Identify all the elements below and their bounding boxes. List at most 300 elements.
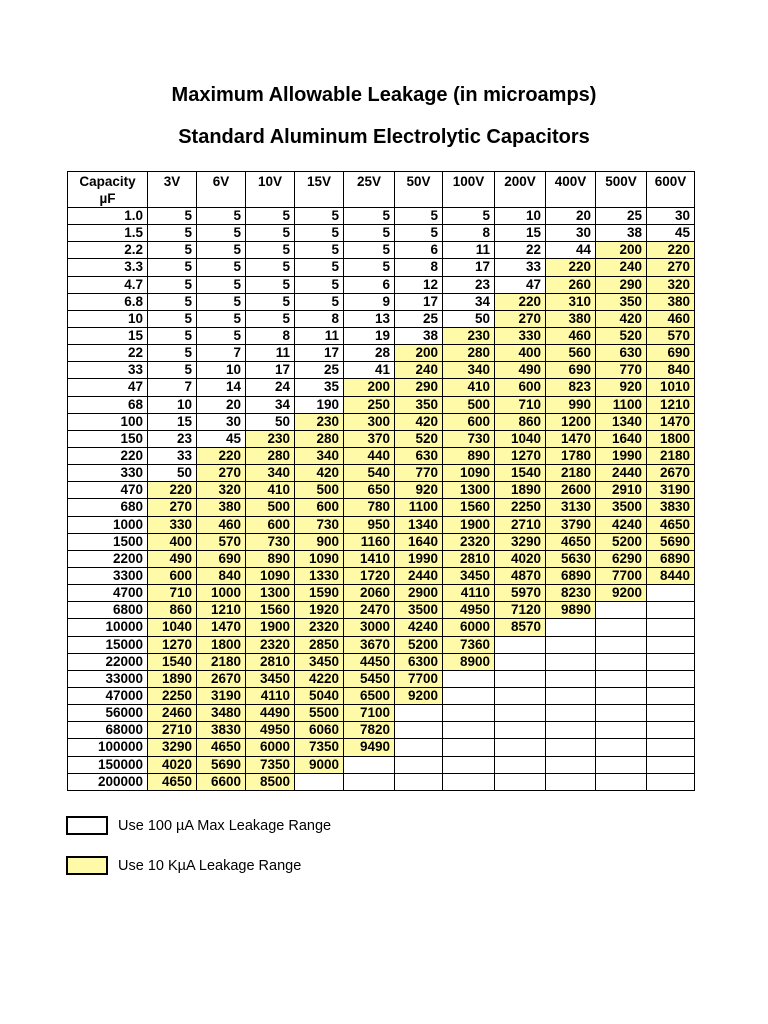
leakage-cell: 1990 bbox=[395, 550, 443, 567]
voltage-header: 400V bbox=[546, 172, 596, 208]
leakage-cell: 1890 bbox=[148, 670, 197, 687]
leakage-cell: 7 bbox=[197, 345, 246, 362]
leakage-cell bbox=[647, 636, 695, 653]
voltage-header: 50V bbox=[395, 172, 443, 208]
leakage-cell: 8 bbox=[295, 310, 344, 327]
leakage-cell bbox=[596, 653, 647, 670]
leakage-cell: 1640 bbox=[596, 430, 647, 447]
leakage-cell: 1340 bbox=[596, 413, 647, 430]
leakage-cell: 25 bbox=[395, 310, 443, 327]
leakage-cell: 3190 bbox=[647, 482, 695, 499]
leakage-cell: 38 bbox=[395, 327, 443, 344]
leakage-cell: 6300 bbox=[395, 653, 443, 670]
leakage-cell: 3670 bbox=[344, 636, 395, 653]
capacity-cell: 220 bbox=[68, 447, 148, 464]
leakage-cell: 7350 bbox=[295, 739, 344, 756]
leakage-cell: 5040 bbox=[295, 687, 344, 704]
leakage-cell bbox=[647, 670, 695, 687]
leakage-cell: 540 bbox=[344, 465, 395, 482]
leakage-cell: 5 bbox=[148, 208, 197, 225]
leakage-cell: 5 bbox=[295, 293, 344, 310]
leakage-cell: 20 bbox=[197, 396, 246, 413]
leakage-cell: 7 bbox=[148, 379, 197, 396]
leakage-cell: 2470 bbox=[344, 602, 395, 619]
leakage-cell bbox=[495, 773, 546, 790]
leakage-cell: 1560 bbox=[246, 602, 295, 619]
leakage-cell bbox=[647, 773, 695, 790]
leakage-cell bbox=[596, 687, 647, 704]
leakage-cell: 5 bbox=[148, 362, 197, 379]
capacity-cell: 470 bbox=[68, 482, 148, 499]
leakage-cell: 3000 bbox=[344, 619, 395, 636]
leakage-cell: 17 bbox=[246, 362, 295, 379]
leakage-cell: 860 bbox=[495, 413, 546, 430]
table-row bbox=[68, 585, 695, 602]
leakage-cell: 33 bbox=[495, 259, 546, 276]
leakage-cell: 5 bbox=[197, 225, 246, 242]
leakage-cell: 23 bbox=[148, 430, 197, 447]
leakage-cell: 340 bbox=[443, 362, 495, 379]
leakage-cell bbox=[647, 653, 695, 670]
leakage-cell: 230 bbox=[295, 413, 344, 430]
leakage-cell: 1300 bbox=[246, 585, 295, 602]
table-row bbox=[68, 533, 695, 550]
leakage-cell: 250 bbox=[344, 396, 395, 413]
leakage-cell: 4650 bbox=[148, 773, 197, 790]
leakage-cell: 270 bbox=[197, 465, 246, 482]
table-row bbox=[68, 687, 695, 704]
leakage-cell bbox=[596, 739, 647, 756]
leakage-cell: 2670 bbox=[197, 670, 246, 687]
capacity-cell: 150000 bbox=[68, 756, 148, 773]
leakage-cell bbox=[344, 756, 395, 773]
capacity-cell: 15000 bbox=[68, 636, 148, 653]
leakage-cell: 190 bbox=[295, 396, 344, 413]
leakage-cell: 5 bbox=[395, 225, 443, 242]
capacity-cell: 1000 bbox=[68, 516, 148, 533]
leakage-cell: 4020 bbox=[495, 550, 546, 567]
leakage-cell: 7350 bbox=[246, 756, 295, 773]
leakage-cell: 520 bbox=[596, 327, 647, 344]
leakage-cell: 460 bbox=[197, 516, 246, 533]
leakage-cell: 10 bbox=[197, 362, 246, 379]
leakage-cell: 1200 bbox=[546, 413, 596, 430]
leakage-cell: 25 bbox=[295, 362, 344, 379]
leakage-cell: 370 bbox=[344, 430, 395, 447]
leakage-cell: 5 bbox=[197, 327, 246, 344]
leakage-cell: 1210 bbox=[197, 602, 246, 619]
leakage-cell: 3830 bbox=[647, 499, 695, 516]
leakage-cell: 1720 bbox=[344, 567, 395, 584]
leakage-cell: 950 bbox=[344, 516, 395, 533]
capacity-header-line1: Capacity bbox=[79, 174, 136, 189]
leakage-cell: 7100 bbox=[344, 705, 395, 722]
table-row bbox=[68, 345, 695, 362]
leakage-cell: 400 bbox=[148, 533, 197, 550]
leakage-cell: 5 bbox=[148, 276, 197, 293]
leakage-cell: 1340 bbox=[395, 516, 443, 533]
leakage-cell: 2710 bbox=[148, 722, 197, 739]
leakage-cell bbox=[344, 773, 395, 790]
leakage-cell: 5 bbox=[197, 276, 246, 293]
leakage-cell bbox=[596, 722, 647, 739]
leakage-cell: 410 bbox=[443, 379, 495, 396]
leakage-cell: 4650 bbox=[647, 516, 695, 533]
legend-white-swatch bbox=[66, 816, 108, 835]
leakage-cell: 1040 bbox=[495, 430, 546, 447]
table-row bbox=[68, 447, 695, 464]
table-row bbox=[68, 327, 695, 344]
leakage-cell: 600 bbox=[148, 567, 197, 584]
leakage-cell: 23 bbox=[443, 276, 495, 293]
table-row bbox=[68, 739, 695, 756]
leakage-cell: 28 bbox=[344, 345, 395, 362]
leakage-cell: 600 bbox=[443, 413, 495, 430]
capacity-cell: 330 bbox=[68, 465, 148, 482]
capacity-cell: 2.2 bbox=[68, 242, 148, 259]
leakage-cell: 570 bbox=[197, 533, 246, 550]
leakage-cell: 3500 bbox=[395, 602, 443, 619]
table-row bbox=[68, 773, 695, 790]
leakage-cell: 560 bbox=[546, 345, 596, 362]
leakage-cell: 24 bbox=[246, 379, 295, 396]
leakage-cell: 5 bbox=[295, 225, 344, 242]
capacity-cell: 1.0 bbox=[68, 208, 148, 225]
leakage-cell bbox=[596, 670, 647, 687]
leakage-cell: 5 bbox=[148, 225, 197, 242]
leakage-cell: 1330 bbox=[295, 567, 344, 584]
leakage-cell bbox=[443, 722, 495, 739]
leakage-cell: 6 bbox=[395, 242, 443, 259]
capacity-cell: 6.8 bbox=[68, 293, 148, 310]
capacity-cell: 200000 bbox=[68, 773, 148, 790]
leakage-cell: 3450 bbox=[295, 653, 344, 670]
leakage-cell: 690 bbox=[647, 345, 695, 362]
capacity-cell: 1.5 bbox=[68, 225, 148, 242]
voltage-header: 10V bbox=[246, 172, 295, 208]
leakage-cell bbox=[495, 756, 546, 773]
leakage-cell: 840 bbox=[197, 567, 246, 584]
leakage-cell: 780 bbox=[344, 499, 395, 516]
leakage-cell bbox=[395, 722, 443, 739]
leakage-cell: 1090 bbox=[295, 550, 344, 567]
capacity-cell: 100000 bbox=[68, 739, 148, 756]
leakage-cell: 460 bbox=[647, 310, 695, 327]
leakage-cell: 1540 bbox=[495, 465, 546, 482]
table-row bbox=[68, 516, 695, 533]
leakage-cell: 420 bbox=[295, 465, 344, 482]
leakage-cell: 8 bbox=[395, 259, 443, 276]
leakage-cell: 2810 bbox=[246, 653, 295, 670]
leakage-cell: 1540 bbox=[148, 653, 197, 670]
leakage-cell bbox=[596, 756, 647, 773]
leakage-cell: 2060 bbox=[344, 585, 395, 602]
leakage-cell: 3130 bbox=[546, 499, 596, 516]
leakage-cell bbox=[395, 773, 443, 790]
voltage-header: 6V bbox=[197, 172, 246, 208]
leakage-cell: 4450 bbox=[344, 653, 395, 670]
capacity-cell: 22000 bbox=[68, 653, 148, 670]
leakage-cell bbox=[395, 705, 443, 722]
leakage-cell: 9000 bbox=[295, 756, 344, 773]
leakage-cell: 1900 bbox=[246, 619, 295, 636]
leakage-cell: 1640 bbox=[395, 533, 443, 550]
leakage-cell: 4650 bbox=[546, 533, 596, 550]
leakage-cell: 5 bbox=[443, 208, 495, 225]
leakage-cell: 4020 bbox=[148, 756, 197, 773]
leakage-cell: 920 bbox=[395, 482, 443, 499]
leakage-cell bbox=[596, 619, 647, 636]
leakage-cell: 5500 bbox=[295, 705, 344, 722]
leakage-cell: 41 bbox=[344, 362, 395, 379]
capacity-cell: 47 bbox=[68, 379, 148, 396]
legend-white-label: Use 100 µA Max Leakage Range bbox=[118, 818, 332, 834]
leakage-cell bbox=[443, 705, 495, 722]
table-row bbox=[68, 259, 695, 276]
leakage-cell: 2460 bbox=[148, 705, 197, 722]
table-row bbox=[68, 670, 695, 687]
leakage-cell: 630 bbox=[395, 447, 443, 464]
leakage-cell: 1010 bbox=[647, 379, 695, 396]
leakage-cell: 6000 bbox=[443, 619, 495, 636]
leakage-cell: 30 bbox=[197, 413, 246, 430]
leakage-cell: 2250 bbox=[148, 687, 197, 704]
leakage-cell: 5 bbox=[148, 242, 197, 259]
leakage-cell: 290 bbox=[596, 276, 647, 293]
leakage-cell bbox=[546, 687, 596, 704]
table-row bbox=[68, 413, 695, 430]
leakage-cell: 2180 bbox=[647, 447, 695, 464]
leakage-cell: 350 bbox=[596, 293, 647, 310]
leakage-cell: 1000 bbox=[197, 585, 246, 602]
leakage-cell: 5 bbox=[197, 242, 246, 259]
leakage-cell: 4240 bbox=[596, 516, 647, 533]
leakage-cell: 25 bbox=[596, 208, 647, 225]
table-row bbox=[68, 499, 695, 516]
leakage-cell: 1800 bbox=[647, 430, 695, 447]
leakage-cell: 8900 bbox=[443, 653, 495, 670]
leakage-cell bbox=[647, 602, 695, 619]
leakage-cell: 270 bbox=[495, 310, 546, 327]
leakage-cell: 570 bbox=[647, 327, 695, 344]
leakage-cell: 500 bbox=[246, 499, 295, 516]
leakage-cell bbox=[546, 722, 596, 739]
leakage-cell: 520 bbox=[395, 430, 443, 447]
leakage-cell: 5 bbox=[395, 208, 443, 225]
leakage-cell bbox=[596, 705, 647, 722]
leakage-cell: 5 bbox=[295, 208, 344, 225]
leakage-cell bbox=[546, 773, 596, 790]
leakage-cell: 6 bbox=[344, 276, 395, 293]
leakage-cell: 240 bbox=[596, 259, 647, 276]
leakage-cell: 12 bbox=[395, 276, 443, 293]
leakage-cell: 5 bbox=[295, 259, 344, 276]
leakage-cell: 380 bbox=[647, 293, 695, 310]
leakage-cell bbox=[596, 602, 647, 619]
leakage-cell bbox=[647, 585, 695, 602]
leakage-cell: 823 bbox=[546, 379, 596, 396]
leakage-cell bbox=[495, 636, 546, 653]
leakage-cell: 2710 bbox=[495, 516, 546, 533]
leakage-cell: 500 bbox=[295, 482, 344, 499]
leakage-cell: 840 bbox=[647, 362, 695, 379]
leakage-cell: 33 bbox=[148, 447, 197, 464]
leakage-cell: 5 bbox=[197, 310, 246, 327]
capacity-header-unit: µF bbox=[99, 191, 116, 206]
leakage-cell: 47 bbox=[495, 276, 546, 293]
table-row bbox=[68, 636, 695, 653]
leakage-cell: 1470 bbox=[197, 619, 246, 636]
page-title: Maximum Allowable Leakage (in microamps) bbox=[171, 84, 597, 106]
leakage-cell: 400 bbox=[495, 345, 546, 362]
leakage-cell: 10 bbox=[148, 396, 197, 413]
leakage-cell bbox=[443, 773, 495, 790]
leakage-cell: 330 bbox=[148, 516, 197, 533]
capacity-cell: 22 bbox=[68, 345, 148, 362]
capacity-cell: 100 bbox=[68, 413, 148, 430]
leakage-cell: 5 bbox=[246, 310, 295, 327]
leakage-cell: 500 bbox=[443, 396, 495, 413]
leakage-cell bbox=[443, 670, 495, 687]
table-header-row bbox=[68, 172, 695, 208]
leakage-cell: 600 bbox=[495, 379, 546, 396]
leakage-cell: 3790 bbox=[546, 516, 596, 533]
leakage-cell: 1090 bbox=[246, 567, 295, 584]
leakage-cell: 4650 bbox=[197, 739, 246, 756]
leakage-cell: 5200 bbox=[395, 636, 443, 653]
leakage-cell: 710 bbox=[148, 585, 197, 602]
table-row bbox=[68, 550, 695, 567]
leakage-cell: 22 bbox=[495, 242, 546, 259]
leakage-cell: 8230 bbox=[546, 585, 596, 602]
leakage-cell: 30 bbox=[546, 225, 596, 242]
leakage-cell bbox=[395, 739, 443, 756]
capacity-cell: 3300 bbox=[68, 567, 148, 584]
leakage-cell: 770 bbox=[596, 362, 647, 379]
leakage-cell: 15 bbox=[148, 413, 197, 430]
leakage-cell bbox=[295, 773, 344, 790]
leakage-cell: 4870 bbox=[495, 567, 546, 584]
leakage-cell: 2910 bbox=[596, 482, 647, 499]
leakage-cell: 5970 bbox=[495, 585, 546, 602]
leakage-cell: 5 bbox=[197, 259, 246, 276]
leakage-cell: 220 bbox=[197, 447, 246, 464]
leakage-cell: 1890 bbox=[495, 482, 546, 499]
leakage-cell: 20 bbox=[546, 208, 596, 225]
leakage-cell: 990 bbox=[546, 396, 596, 413]
leakage-cell: 320 bbox=[647, 276, 695, 293]
table-row bbox=[68, 602, 695, 619]
leakage-cell: 5 bbox=[197, 208, 246, 225]
leakage-cell: 5 bbox=[344, 259, 395, 276]
leakage-cell: 6600 bbox=[197, 773, 246, 790]
capacity-cell: 33 bbox=[68, 362, 148, 379]
leakage-cell: 9490 bbox=[344, 739, 395, 756]
leakage-cell: 15 bbox=[495, 225, 546, 242]
leakage-cell: 5690 bbox=[647, 533, 695, 550]
leakage-cell bbox=[495, 722, 546, 739]
leakage-cell: 1270 bbox=[495, 447, 546, 464]
leakage-cell: 5630 bbox=[546, 550, 596, 567]
leakage-cell: 220 bbox=[647, 242, 695, 259]
table-row bbox=[68, 619, 695, 636]
leakage-cell: 280 bbox=[295, 430, 344, 447]
table-row bbox=[68, 362, 695, 379]
leakage-cell bbox=[495, 739, 546, 756]
leakage-cell: 630 bbox=[596, 345, 647, 362]
leakage-cell: 600 bbox=[295, 499, 344, 516]
leakage-cell: 1990 bbox=[596, 447, 647, 464]
voltage-header: 25V bbox=[344, 172, 395, 208]
legend-yellow-label: Use 10 KµA Leakage Range bbox=[118, 858, 302, 874]
leakage-cell: 3290 bbox=[495, 533, 546, 550]
leakage-cell: 220 bbox=[495, 293, 546, 310]
leakage-cell: 5 bbox=[246, 293, 295, 310]
leakage-cell: 1470 bbox=[546, 430, 596, 447]
leakage-cell: 3450 bbox=[443, 567, 495, 584]
table-row bbox=[68, 465, 695, 482]
leakage-cell: 6060 bbox=[295, 722, 344, 739]
leakage-cell: 5 bbox=[246, 225, 295, 242]
page-subtitle: Standard Aluminum Electrolytic Capacitors bbox=[178, 126, 590, 148]
leakage-cell: 8 bbox=[246, 327, 295, 344]
leakage-cell: 7820 bbox=[344, 722, 395, 739]
leakage-cell: 17 bbox=[395, 293, 443, 310]
table-row bbox=[68, 756, 695, 773]
leakage-cell: 490 bbox=[495, 362, 546, 379]
leakage-cell: 1300 bbox=[443, 482, 495, 499]
leakage-cell: 2440 bbox=[596, 465, 647, 482]
leakage-cell: 34 bbox=[443, 293, 495, 310]
capacity-cell: 2200 bbox=[68, 550, 148, 567]
leakage-cell: 7360 bbox=[443, 636, 495, 653]
leakage-cell: 4950 bbox=[246, 722, 295, 739]
leakage-cell: 7700 bbox=[395, 670, 443, 687]
leakage-cell: 11 bbox=[246, 345, 295, 362]
leakage-cell: 35 bbox=[295, 379, 344, 396]
legend-yellow-swatch bbox=[66, 856, 108, 875]
leakage-cell: 6890 bbox=[546, 567, 596, 584]
capacity-cell: 68 bbox=[68, 396, 148, 413]
leakage-cell: 1270 bbox=[148, 636, 197, 653]
leakage-cell: 340 bbox=[295, 447, 344, 464]
leakage-cell: 710 bbox=[495, 396, 546, 413]
capacity-cell: 4.7 bbox=[68, 276, 148, 293]
leakage-cell: 420 bbox=[596, 310, 647, 327]
leakage-cell: 2600 bbox=[546, 482, 596, 499]
leakage-cell: 290 bbox=[395, 379, 443, 396]
leakage-cell: 690 bbox=[197, 550, 246, 567]
leakage-cell: 350 bbox=[395, 396, 443, 413]
leakage-cell: 320 bbox=[197, 482, 246, 499]
leakage-cell: 1920 bbox=[295, 602, 344, 619]
leakage-cell: 2670 bbox=[647, 465, 695, 482]
leakage-cell: 9890 bbox=[546, 602, 596, 619]
leakage-cell: 9200 bbox=[395, 687, 443, 704]
leakage-cell: 17 bbox=[443, 259, 495, 276]
leakage-cell: 6000 bbox=[246, 739, 295, 756]
leakage-cell: 2250 bbox=[495, 499, 546, 516]
leakage-cell: 340 bbox=[246, 465, 295, 482]
leakage-cell: 1900 bbox=[443, 516, 495, 533]
capacity-cell: 3.3 bbox=[68, 259, 148, 276]
leakage-cell: 7120 bbox=[495, 602, 546, 619]
table-row bbox=[68, 653, 695, 670]
leakage-cell: 770 bbox=[395, 465, 443, 482]
leakage-cell: 44 bbox=[546, 242, 596, 259]
leakage-cell: 5 bbox=[344, 225, 395, 242]
leakage-cell: 730 bbox=[295, 516, 344, 533]
